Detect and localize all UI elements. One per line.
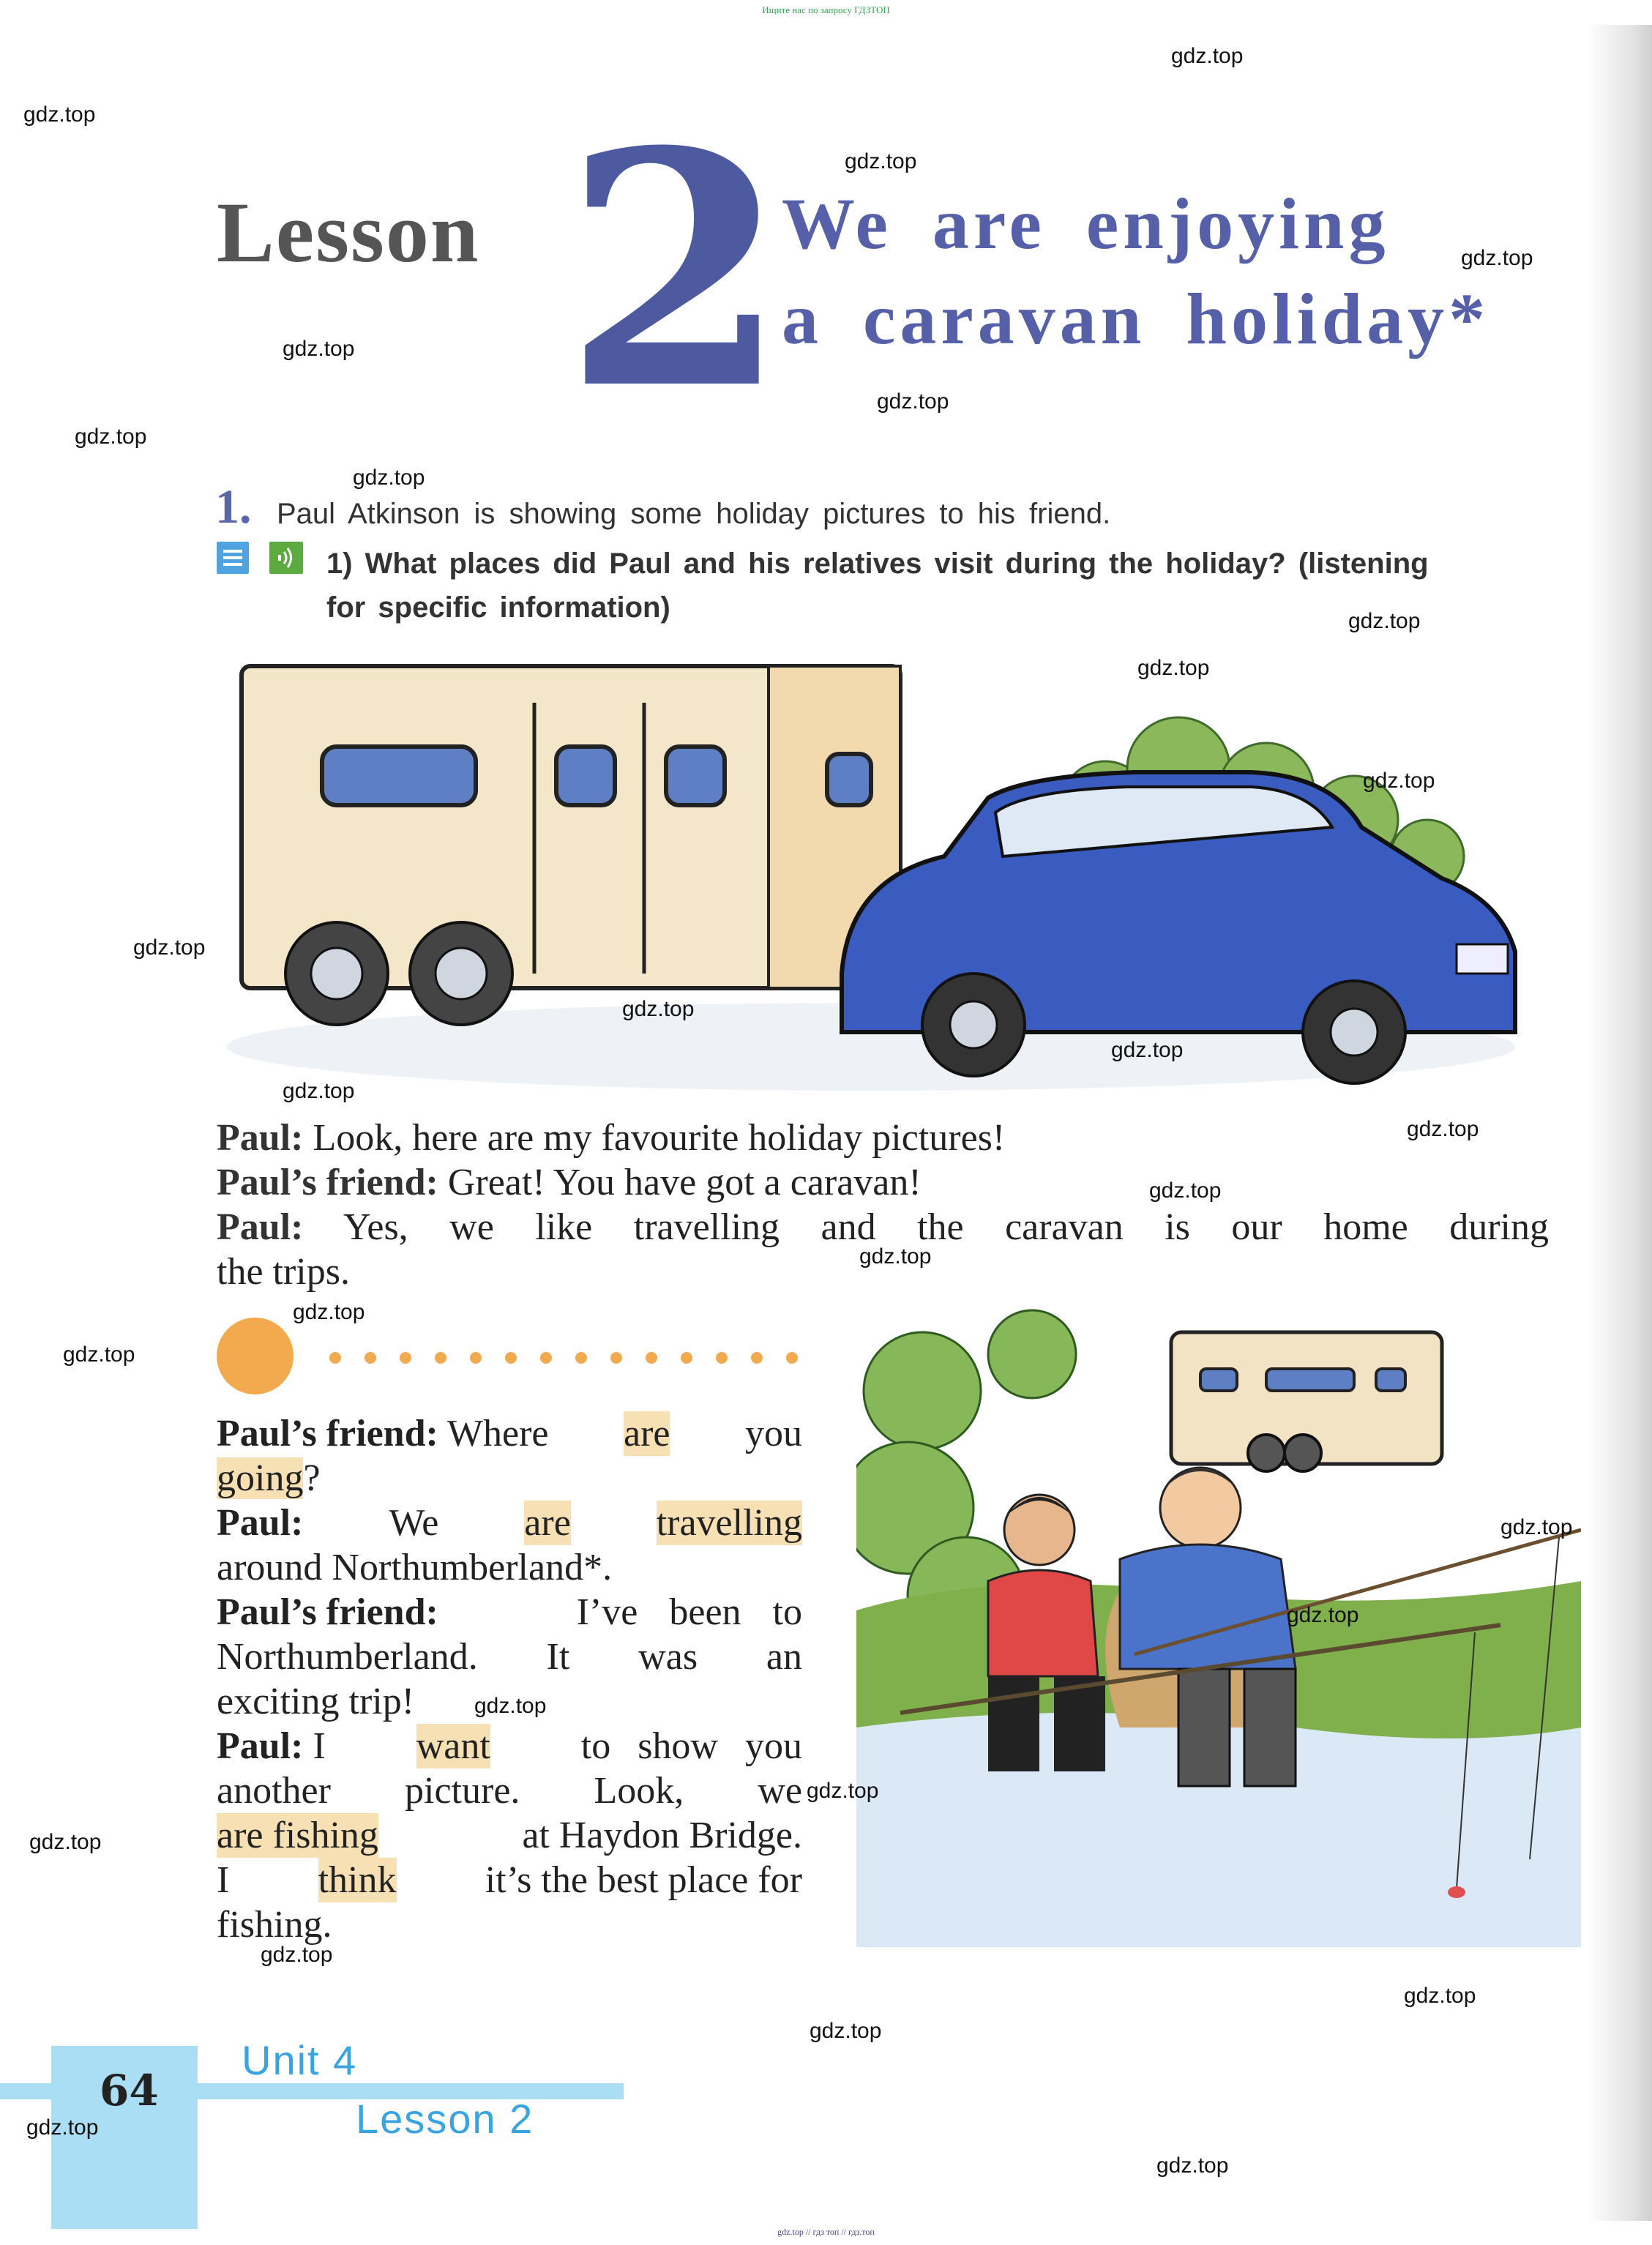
- watermark: gdz.top: [1461, 246, 1533, 270]
- watermark: gdz.top: [845, 149, 917, 173]
- orange-circle-marker: [217, 1318, 294, 1394]
- watermark: gdz.top: [23, 102, 96, 127]
- dialogue-line: going?: [217, 1457, 321, 1499]
- watermark: gdz.top: [29, 1830, 102, 1854]
- top-search-note: Ищите нас по запросу ГДЗТОП: [762, 4, 890, 15]
- line-text: Great! You have got a caravan!: [447, 1162, 922, 1203]
- watermark: gdz.top: [859, 1244, 932, 1269]
- audio-icon[interactable]: [269, 542, 303, 574]
- dot-separator: [329, 1352, 827, 1367]
- speaker: Paul’s friend:: [217, 1591, 438, 1633]
- line-text: Look, here are my favourite holiday pictures!: [313, 1117, 1006, 1159]
- watermark: gdz.top: [1137, 656, 1210, 680]
- lesson-title-line2: a caravan holiday*: [782, 278, 1490, 359]
- watermark: gdz.top: [877, 389, 949, 414]
- watermark: gdz.top: [75, 425, 147, 449]
- highlight: want: [416, 1725, 490, 1767]
- watermark: gdz.top: [283, 337, 355, 361]
- footer-lesson: Lesson 2: [356, 2096, 534, 2142]
- watermark: gdz.top: [807, 1779, 879, 1803]
- watermark: gdz.top: [810, 2019, 882, 2043]
- watermark: gdz.top: [1363, 769, 1435, 793]
- line-text: the trips.: [217, 1251, 350, 1293]
- sound-waves-icon: [269, 542, 303, 574]
- lesson-title-line1: We are enjoying: [782, 183, 1390, 264]
- dialogue-line: [217, 1205, 1549, 1249]
- watermark: gdz.top: [1149, 1178, 1222, 1203]
- dialogue-line: Northumberland. It was an: [217, 1636, 802, 1678]
- highlight: are: [524, 1502, 571, 1544]
- dialogue-line: around Northumberland*.: [217, 1547, 613, 1588]
- fishing-illustration: [856, 1288, 1581, 1947]
- watermark: gdz.top: [133, 935, 206, 960]
- watermark: gdz.top: [1111, 1038, 1184, 1062]
- dialogue-line: fishing.: [217, 1904, 332, 1946]
- speaker: Paul’s friend:: [217, 1162, 438, 1203]
- dialogue-line: [217, 1160, 1549, 1205]
- speaker: Paul:: [217, 1502, 304, 1544]
- bottom-note: gdz.top // гдз топ // гдз.топ: [777, 2227, 875, 2237]
- lesson-word: Lesson: [217, 184, 480, 280]
- exercise-number: 1.: [215, 480, 252, 534]
- speaker: Paul:: [217, 1206, 304, 1248]
- dialogue-line: Paul: We are travelling: [217, 1502, 802, 1544]
- list-icon: [217, 542, 249, 574]
- watermark: gdz.top: [1287, 1603, 1359, 1627]
- highlight: travelling: [656, 1502, 802, 1544]
- watermark: gdz.top: [353, 466, 425, 490]
- watermark: gdz.top: [261, 1943, 333, 1967]
- page-number: 64: [100, 2066, 159, 2115]
- watermark: gdz.top: [1500, 1515, 1573, 1539]
- lesson-number: 2: [564, 81, 788, 460]
- page-gutter-shadow: [1586, 25, 1652, 2221]
- speaker: Paul:: [217, 1117, 304, 1159]
- highlight: are fishing: [217, 1815, 378, 1856]
- watermark: gdz.top: [1407, 1117, 1479, 1141]
- dialogue-line: Paul’s friend: I’ve been to: [217, 1591, 802, 1633]
- highlight: are: [623, 1413, 670, 1454]
- dialogue-line: [217, 1116, 1549, 1160]
- speaker: Paul’s friend:: [217, 1413, 438, 1454]
- highlight: going: [217, 1457, 304, 1499]
- watermark: gdz.top: [1171, 44, 1244, 68]
- dialogue-line: I think it’s the best place for: [217, 1859, 802, 1901]
- dialogue-line: exciting trip!: [217, 1681, 415, 1722]
- dialogue-line: another picture. Look, we: [217, 1770, 802, 1812]
- line-text: Yes, we like travelling and the caravan is our home during: [343, 1206, 1549, 1248]
- watermark: gdz.top: [622, 997, 695, 1021]
- footer-unit: Unit 4: [242, 2037, 358, 2083]
- dialogue-line: Paul’s friend: Where are you: [217, 1413, 802, 1454]
- watermark: gdz.top: [63, 1342, 135, 1367]
- watermark: gdz.top: [1156, 2154, 1229, 2178]
- watermark: gdz.top: [1348, 609, 1421, 633]
- car-caravan-illustration: [212, 637, 1530, 1091]
- watermark: gdz.top: [474, 1694, 547, 1718]
- dialogue-line: Paul: I want to show you: [217, 1725, 802, 1767]
- task-line-2: for specific information): [326, 591, 670, 624]
- watermark: gdz.top: [1404, 1984, 1476, 2008]
- dialogue-2: [217, 1411, 802, 1947]
- dialogue-line: are fishing at Haydon Bridge.: [217, 1815, 802, 1856]
- speaker: Paul:: [217, 1725, 304, 1767]
- exercise-intro: Paul Atkinson is showing some holiday pictures to his friend.: [277, 498, 1111, 530]
- watermark: gdz.top: [26, 2115, 99, 2140]
- highlight: think: [318, 1859, 397, 1901]
- watermark: gdz.top: [293, 1300, 365, 1324]
- task-line-1: 1) What places did Paul and his relatives visit during the holiday? (listening: [326, 548, 1429, 580]
- watermark: gdz.top: [283, 1079, 355, 1103]
